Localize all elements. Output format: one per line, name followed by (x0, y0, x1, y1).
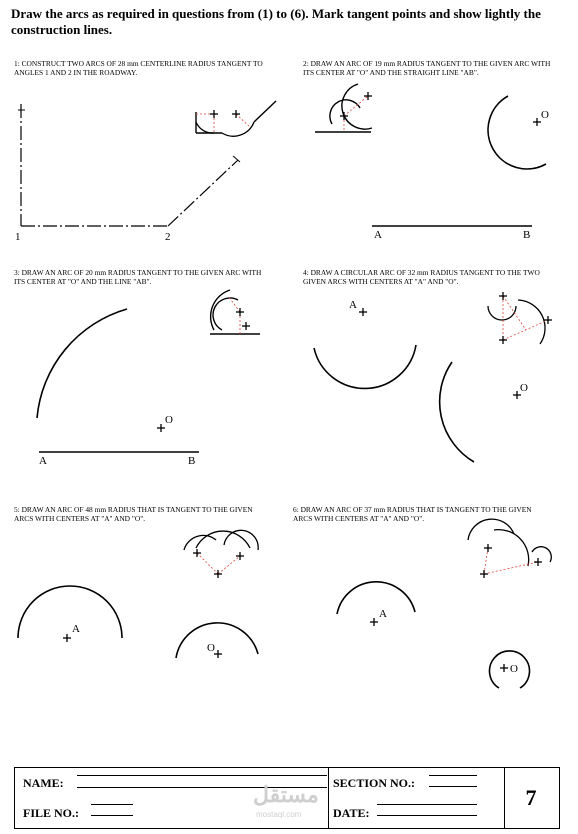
watermark-site: mostaql.com (256, 810, 302, 819)
title-block (14, 767, 560, 829)
q3-label-o: O (165, 414, 173, 426)
name-line-upper (77, 775, 327, 776)
q4-label-o: O (520, 382, 528, 394)
q1-label-1: 1 (15, 231, 21, 243)
name-label: NAME: (23, 776, 64, 790)
q1-drawing (15, 101, 276, 243)
q5-label-o: O (207, 642, 215, 654)
section-no-label: SECTION NO.: (333, 776, 416, 790)
file-no-label: FILE NO.: (23, 806, 80, 820)
q2-label-a: A (374, 229, 382, 241)
watermark-arabic: مستقل (253, 782, 319, 807)
q6-drawing (337, 519, 551, 688)
q2-label-o: O (541, 109, 549, 121)
q4-label-a: A (349, 299, 357, 311)
q6-label-o: O (510, 663, 518, 675)
section-no-field[interactable] (429, 786, 477, 787)
q3-drawing (37, 290, 260, 467)
q1-label-2: 2 (165, 231, 171, 243)
date-field[interactable] (377, 815, 477, 816)
divider-1 (328, 768, 329, 828)
question-2-text: 2: DRAW AN ARC OF 19 mm RADIUS TANGENT TO THE GIVEN ARC WITH ITS CENTER AT "O" AND THE STRAIGHT LINE "AB". (303, 59, 551, 77)
file-no-field[interactable] (91, 815, 133, 816)
q3-label-a: A (39, 455, 47, 467)
question-6-text: 6: DRAW AN ARC OF 37 mm RADIUS THAT IS TANGENT TO THE GIVEN ARCS WITH CENTERS AT "A" AND "O". (293, 505, 532, 523)
q2-drawing (315, 84, 549, 241)
page-heading: Draw the arcs as required in questions from (1) to (6). Mark tangent points and show lightly the construction lines. (11, 6, 541, 37)
q5-label-a: A (72, 623, 80, 635)
section-no-line-upper (429, 775, 477, 776)
date-line-upper (377, 804, 477, 805)
q6-label-a: A (379, 608, 387, 620)
question-4-text: 4: DRAW A CIRCULAR ARC OF 32 mm RADIUS TANGENT TO THE TWO GIVEN ARCS WITH CENTERS AT "A" AND "O". (303, 268, 540, 286)
question-3-text: 3: DRAW AN ARC OF 20 mm RADIUS TANGENT TO THE GIVEN ARC WITH ITS CENTER AT "O" AND THE LINE "AB". (14, 268, 262, 286)
q4-drawing (314, 292, 552, 462)
q5-drawing (18, 530, 258, 658)
q3-label-b: B (188, 455, 196, 467)
date-label: DATE: (333, 806, 370, 820)
page-number: 7 (525, 785, 537, 810)
question-5-text: 5: DRAW AN ARC OF 48 mm RADIUS THAT IS TANGENT TO THE GIVEN ARCS WITH CENTERS AT "A" AND "O". (14, 505, 253, 523)
file-no-line-upper (91, 804, 133, 805)
question-1-text: 1: CONSTRUCT TWO ARCS OF 28 mm CENTERLINE RADIUS TANGENT TO ANGLES 1 AND 2 IN THE ROADWAY. (14, 59, 263, 77)
q2-label-b: B (523, 229, 531, 241)
